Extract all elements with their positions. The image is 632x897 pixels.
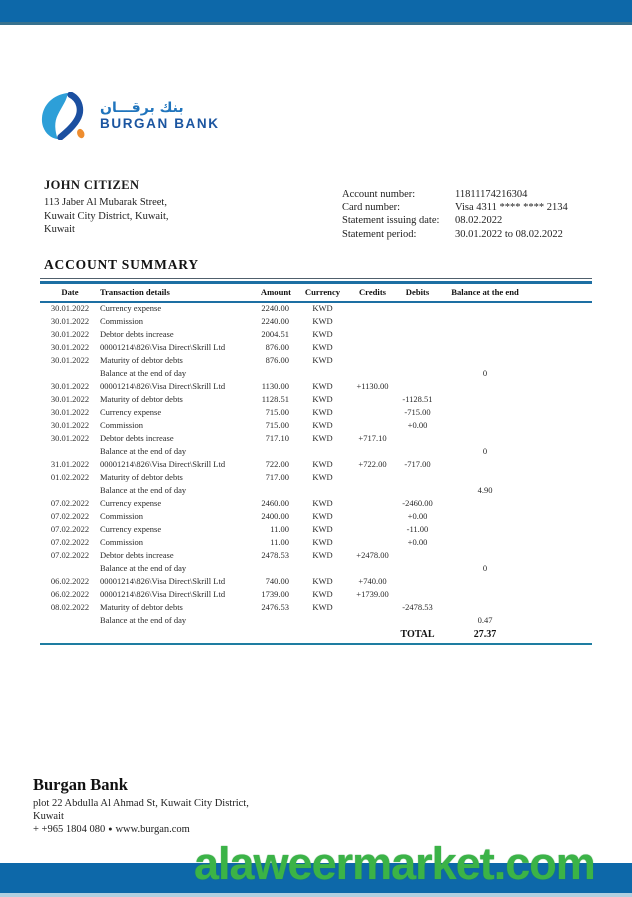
cell-currency — [295, 484, 350, 497]
cell-balance — [440, 419, 530, 432]
cell-date: 30.01.2022 — [50, 355, 90, 366]
cell-spacer — [530, 458, 592, 471]
cell-date: 30.01.2022 — [50, 420, 90, 431]
cell-spacer — [530, 445, 592, 458]
cell-amount: 11.00 — [270, 537, 289, 548]
cell-balance — [440, 458, 530, 471]
table-row — [40, 328, 592, 341]
cell-spacer — [530, 601, 592, 614]
cell-currency: KWD — [312, 459, 333, 470]
cell-spacer — [530, 614, 592, 627]
cell-transaction-details: Currency expense — [100, 524, 162, 535]
cell-credits: +740.00 — [358, 576, 387, 587]
cell-balance — [440, 302, 530, 316]
cell-amount — [255, 367, 295, 380]
cell-balance — [440, 471, 530, 484]
cell-debits: -2460.00 — [402, 498, 433, 509]
cell-spacer — [530, 575, 592, 588]
cell-amount: 2476.53 — [261, 602, 289, 613]
cell-transaction-details: 00001214\826\Visa Direct\Skrill Ltd — [100, 342, 226, 353]
table-row — [40, 523, 592, 536]
cell-debits — [395, 432, 440, 445]
cell-transaction-details: Debtor debts increase — [100, 550, 174, 561]
statement-period-value: 30.01.2022 to 08.02.2022 — [455, 228, 563, 240]
customer-address-line: Kuwait City District, Kuwait, — [44, 210, 169, 222]
cell-balance — [440, 549, 530, 562]
cell-debits — [395, 341, 440, 354]
cell-date: 30.01.2022 — [50, 303, 90, 314]
table-row — [40, 471, 592, 484]
cell-credits: +717.10 — [358, 433, 387, 444]
cell-spacer — [530, 315, 592, 328]
cell-balance: 0 — [482, 563, 488, 574]
table-row — [40, 393, 592, 406]
cell-date: 07.02.2022 — [50, 511, 90, 522]
table-row — [40, 510, 592, 523]
header-currency: Currency — [295, 283, 350, 302]
cell-credits — [350, 562, 395, 575]
cell-date — [40, 484, 100, 497]
cell-currency: KWD — [312, 433, 333, 444]
cell-amount: 876.00 — [265, 342, 289, 353]
cell-date: 08.02.2022 — [50, 602, 90, 613]
cell-amount: 876.00 — [265, 355, 289, 366]
cell-spacer — [530, 549, 592, 562]
cell-spacer — [530, 406, 592, 419]
cell-debits: -11.00 — [406, 524, 429, 535]
bullet-icon: ● — [108, 825, 113, 834]
cell-spacer — [530, 302, 592, 316]
cell-date: 07.02.2022 — [50, 498, 90, 509]
cell-currency — [295, 367, 350, 380]
customer-address-line: 113 Jaber Al Mubarak Street, — [44, 197, 167, 208]
cell-amount: 1739.00 — [261, 589, 289, 600]
cell-date: 01.02.2022 — [50, 472, 90, 483]
cell-credits — [350, 341, 395, 354]
total-end-spacer — [530, 627, 592, 644]
cell-amount: 2400.00 — [261, 511, 289, 522]
cell-credits — [350, 315, 395, 328]
cell-date — [40, 445, 100, 458]
cell-balance — [440, 575, 530, 588]
cell-currency: KWD — [312, 355, 333, 366]
cell-date — [40, 562, 100, 575]
cell-currency: KWD — [312, 394, 333, 405]
cell-balance — [440, 380, 530, 393]
cell-balance — [440, 315, 530, 328]
cell-credits — [350, 484, 395, 497]
cell-credits — [350, 536, 395, 549]
cell-debits — [395, 445, 440, 458]
cell-amount: 2004.51 — [261, 329, 289, 340]
cell-transaction-details: Balance at the end of day — [100, 446, 187, 457]
table-row — [40, 536, 592, 549]
total-value: 27.37 — [440, 627, 530, 644]
table-row — [40, 419, 592, 432]
table-row — [40, 341, 592, 354]
cell-debits — [395, 588, 440, 601]
cell-balance — [440, 432, 530, 445]
cell-currency: KWD — [312, 329, 333, 340]
cell-debits — [395, 484, 440, 497]
cell-currency: KWD — [312, 537, 333, 548]
cell-date: 07.02.2022 — [50, 524, 90, 535]
cell-balance — [440, 328, 530, 341]
table-row — [40, 367, 592, 380]
cell-transaction-details: Balance at the end of day — [100, 368, 187, 379]
cell-debits — [395, 302, 440, 316]
cell-amount — [255, 484, 295, 497]
cell-transaction-details: Balance at the end of day — [100, 615, 187, 626]
cell-amount: 1128.51 — [261, 394, 289, 405]
cell-debits — [395, 471, 440, 484]
statement-period-label: Statement period: — [342, 228, 417, 240]
cell-credits — [350, 419, 395, 432]
cell-currency: KWD — [312, 316, 333, 327]
account-summary-title: ACCOUNT SUMMARY — [44, 257, 199, 272]
total-spacer — [40, 627, 395, 644]
customer-address-line: Kuwait — [44, 224, 75, 235]
cell-currency: KWD — [312, 524, 333, 535]
cell-date: 30.01.2022 — [50, 329, 90, 340]
footer-address-line: Kuwait — [33, 811, 64, 823]
cell-balance: 4.90 — [477, 485, 493, 496]
cell-transaction-details: Maturity of debtor debts — [100, 394, 183, 405]
cell-credits: +1739.00 — [356, 589, 389, 600]
cell-transaction-details: Maturity of debtor debts — [100, 355, 183, 366]
cell-debits — [395, 614, 440, 627]
cell-date: 30.01.2022 — [50, 394, 90, 405]
cell-debits: -1128.51 — [402, 394, 433, 405]
cell-debits — [395, 315, 440, 328]
cell-transaction-details: 00001214\826\Visa Direct\Skrill Ltd — [100, 576, 226, 587]
cell-date: 30.01.2022 — [50, 433, 90, 444]
cell-debits: -2478.53 — [402, 602, 433, 613]
cell-transaction-details: Debtor debts increase — [100, 329, 174, 340]
cell-credits — [350, 614, 395, 627]
header-amount: Amount — [255, 283, 295, 302]
cell-debits: +0.00 — [407, 511, 428, 522]
cell-spacer — [530, 523, 592, 536]
table-row — [40, 497, 592, 510]
cell-currency: KWD — [312, 342, 333, 353]
cell-date: 30.01.2022 — [50, 342, 90, 353]
cell-transaction-details: Balance at the end of day — [100, 563, 187, 574]
account-number-label: Account number: — [342, 189, 416, 200]
card-number-label: Card number: — [342, 202, 401, 214]
cell-currency: KWD — [312, 407, 333, 418]
cell-debits — [395, 328, 440, 341]
table-row — [40, 406, 592, 419]
cell-balance — [440, 341, 530, 354]
statement-issuing-date-row — [342, 214, 602, 227]
header-debits: Debits — [395, 283, 440, 302]
cell-debits: -715.00 — [404, 407, 431, 418]
cell-amount — [255, 562, 295, 575]
cell-credits — [350, 406, 395, 419]
cell-date: 07.02.2022 — [50, 537, 90, 548]
cell-spacer — [530, 367, 592, 380]
cell-debits — [395, 562, 440, 575]
bottom-light-strip — [0, 893, 632, 897]
cell-spacer — [530, 536, 592, 549]
card-number-value: Visa 4311 **** **** 2134 — [455, 202, 568, 214]
customer-address-block — [44, 178, 169, 237]
cell-currency: KWD — [312, 498, 333, 509]
cell-transaction-details: Currency expense — [100, 498, 162, 509]
table-row — [40, 354, 592, 367]
cell-transaction-details: Commission — [100, 316, 143, 327]
header-credits: Credits — [350, 283, 395, 302]
cell-balance: 0 — [482, 446, 488, 457]
cell-amount — [255, 614, 295, 627]
cell-amount: 2460.00 — [261, 498, 289, 509]
cell-currency: KWD — [312, 589, 333, 600]
cell-date: 06.02.2022 — [50, 576, 90, 587]
cell-transaction-details: Commission — [100, 420, 143, 431]
table-header — [40, 283, 592, 302]
table-row — [40, 549, 592, 562]
cell-transaction-details: Balance at the end of day — [100, 485, 187, 496]
cell-amount: 715.00 — [265, 420, 289, 431]
cell-credits: +722.00 — [358, 459, 387, 470]
statement-issuing-date-value: 08.02.2022 — [455, 215, 503, 227]
header-balance: Balance at the end — [440, 283, 530, 302]
cell-credits — [350, 497, 395, 510]
account-number-value: 11811174216304 — [455, 189, 528, 200]
cell-spacer — [530, 380, 592, 393]
table-row — [40, 575, 592, 588]
cell-balance — [440, 510, 530, 523]
cell-currency — [295, 445, 350, 458]
table-total-row — [40, 627, 592, 644]
account-number-row — [342, 188, 602, 201]
table-row — [40, 445, 592, 458]
cell-transaction-details: Maturity of debtor debts — [100, 472, 183, 483]
cell-date — [40, 367, 100, 380]
cell-spacer — [530, 393, 592, 406]
cell-currency: KWD — [312, 472, 333, 483]
cell-transaction-details: Maturity of debtor debts — [100, 602, 183, 613]
customer-name: JOHN CITIZEN — [44, 178, 140, 192]
transactions-table-wrap — [40, 278, 592, 645]
cell-amount: 717.00 — [265, 472, 289, 483]
header-spacer — [530, 283, 592, 302]
table-footer — [40, 627, 592, 644]
cell-spacer — [530, 497, 592, 510]
footer-address-line: plot 22 Abdulla Al Ahmad St, Kuwait City District, — [33, 798, 249, 809]
cell-credits — [350, 367, 395, 380]
table-body — [40, 302, 592, 628]
cell-credits — [350, 328, 395, 341]
table-row — [40, 588, 592, 601]
total-label: TOTAL — [395, 627, 440, 644]
statement-period-row — [342, 228, 602, 241]
cell-balance — [440, 393, 530, 406]
table-row — [40, 380, 592, 393]
cell-spacer — [530, 341, 592, 354]
footer-bank-block — [33, 775, 249, 837]
cell-amount: 740.00 — [265, 576, 289, 587]
bank-logo — [40, 92, 220, 140]
table-row — [40, 484, 592, 497]
burgan-logo-icon — [40, 92, 92, 140]
cell-date — [40, 614, 100, 627]
cell-credits: +1130.00 — [356, 381, 389, 392]
cell-credits: +2478.00 — [356, 550, 389, 561]
cell-balance — [440, 523, 530, 536]
cell-transaction-details: Commission — [100, 511, 143, 522]
cell-spacer — [530, 354, 592, 367]
cell-debits — [395, 354, 440, 367]
cell-transaction-details: 00001214\826\Visa Direct\Skrill Ltd — [100, 459, 226, 470]
cell-amount: 2478.53 — [261, 550, 289, 561]
cell-debits — [395, 575, 440, 588]
cell-debits — [395, 549, 440, 562]
cell-balance — [440, 354, 530, 367]
cell-transaction-details: Currency expense — [100, 407, 162, 418]
cell-transaction-details: Commission — [100, 537, 143, 548]
cell-transaction-details: 00001214\826\Visa Direct\Skrill Ltd — [100, 589, 226, 600]
cell-currency: KWD — [312, 420, 333, 431]
cell-amount: 11.00 — [270, 524, 289, 535]
cell-spacer — [530, 432, 592, 445]
cell-date: 06.02.2022 — [50, 589, 90, 600]
cell-credits — [350, 445, 395, 458]
cell-currency: KWD — [312, 602, 333, 613]
cell-currency: KWD — [312, 381, 333, 392]
cell-currency: KWD — [312, 576, 333, 587]
footer-website: www.burgan.com — [115, 824, 190, 836]
cell-balance — [440, 406, 530, 419]
cell-transaction-details: Currency expense — [100, 303, 162, 314]
cell-date: 31.01.2022 — [50, 459, 90, 470]
cell-currency — [295, 614, 350, 627]
cell-debits — [395, 367, 440, 380]
cell-spacer — [530, 484, 592, 497]
cell-date: 30.01.2022 — [50, 316, 90, 327]
cell-amount: 2240.00 — [261, 303, 289, 314]
cell-currency: KWD — [312, 303, 333, 314]
cell-amount: 715.00 — [265, 407, 289, 418]
header-date: Date — [40, 283, 100, 302]
cell-spacer — [530, 328, 592, 341]
cell-credits — [350, 354, 395, 367]
cell-balance — [440, 497, 530, 510]
cell-currency: KWD — [312, 550, 333, 561]
cell-balance — [440, 601, 530, 614]
footer-bank-name: Burgan Bank — [33, 775, 128, 794]
top-header-bar — [0, 0, 632, 25]
cell-spacer — [530, 562, 592, 575]
cell-date: 07.02.2022 — [50, 550, 90, 561]
card-number-row — [342, 201, 602, 214]
cell-credits — [350, 302, 395, 316]
cell-spacer — [530, 588, 592, 601]
cell-date: 30.01.2022 — [50, 407, 90, 418]
cell-spacer — [530, 510, 592, 523]
table-row — [40, 601, 592, 614]
cell-transaction-details: 00001214\826\Visa Direct\Skrill Ltd — [100, 381, 226, 392]
table-row — [40, 432, 592, 445]
cell-credits — [350, 471, 395, 484]
cell-amount: 722.00 — [265, 459, 289, 470]
table-row — [40, 458, 592, 471]
table-row — [40, 315, 592, 328]
cell-credits — [350, 510, 395, 523]
cell-credits — [350, 523, 395, 536]
cell-transaction-details: Debtor debts increase — [100, 433, 174, 444]
cell-currency — [295, 562, 350, 575]
cell-balance: 0.47 — [477, 615, 493, 626]
cell-date: 30.01.2022 — [50, 381, 90, 392]
cell-balance — [440, 588, 530, 601]
cell-credits — [350, 601, 395, 614]
account-info-block — [342, 188, 602, 241]
footer-phone: + +965 1804 080 — [33, 824, 106, 836]
bank-name-english: BURGAN BANK — [100, 116, 220, 132]
table-row — [40, 562, 592, 575]
cell-amount — [255, 445, 295, 458]
header-transaction-details: Transaction details — [100, 283, 255, 302]
cell-debits — [395, 380, 440, 393]
transactions-table — [40, 281, 592, 645]
cell-credits — [350, 393, 395, 406]
footer-contact-line — [33, 823, 249, 837]
table-row — [40, 302, 592, 316]
cell-currency: KWD — [312, 511, 333, 522]
cell-debits: +0.00 — [407, 420, 428, 431]
cell-amount: 717.10 — [265, 433, 289, 444]
watermark-text: alaweermarket.com — [194, 838, 595, 889]
cell-balance — [440, 536, 530, 549]
cell-spacer — [530, 471, 592, 484]
table-row — [40, 614, 592, 627]
statement-issuing-date-label: Statement issuing date: — [342, 215, 440, 227]
bank-name-arabic: بنك برقـــان — [100, 99, 184, 116]
cell-debits: +0.00 — [407, 537, 428, 548]
cell-balance: 0 — [482, 368, 488, 379]
cell-spacer — [530, 419, 592, 432]
cell-debits: -717.00 — [404, 459, 431, 470]
cell-amount: 2240.00 — [261, 316, 289, 327]
cell-amount: 1130.00 — [261, 381, 289, 392]
